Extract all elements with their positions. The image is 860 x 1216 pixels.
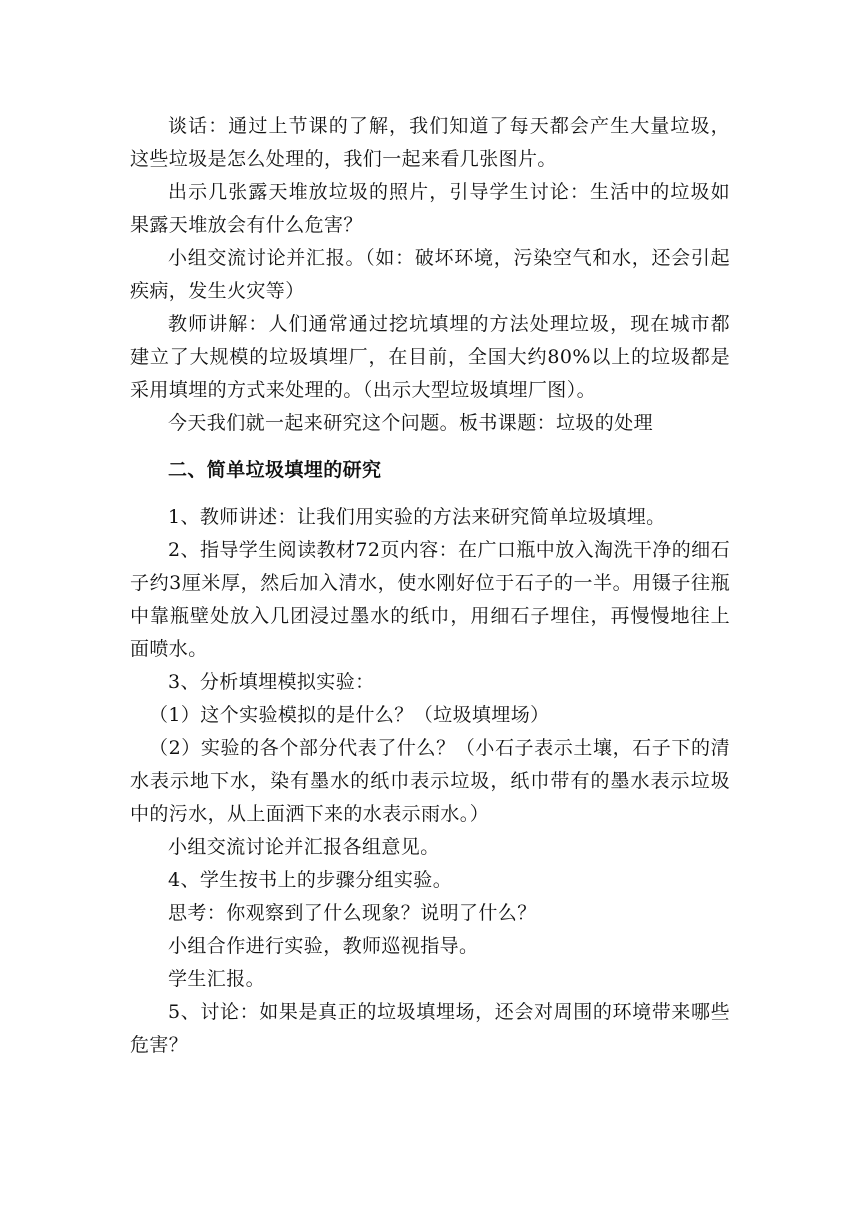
section-heading: 二、简单垃圾填埋的研究 [168,459,382,481]
paragraph-topic: 今天我们就一起来研究这个问题。板书课题：垃圾的处理 [168,412,654,434]
paragraph-group-opinions: 小组交流讨论并汇报各组意见。 [168,836,440,858]
paragraph-cooperate: 小组合作进行实验，教师巡视指导。 [168,935,479,957]
paragraph-group-report: 小组交流讨论并汇报。（如：破坏环境，污染空气和水，还会引起疾病，发生火灾等） [130,247,730,302]
sub-item-2: （2）实验的各个部分代表了什么？（小石子表示土壤，石子下的清水表示地下水，染有墨水的纸巾表示垃圾，纸巾带有的墨水表示垃圾中的污水，从上面洒下来的水表示雨水。） [130,737,730,825]
paragraph-talk: 谈话：通过上节课的了解，我们知道了每天都会产生大量垃圾，这些垃圾是怎么处理的，我们一起来看几张图片。 [130,115,730,170]
paragraph-step-3: 3、分析填埋模拟实验： [168,671,375,693]
paragraph-step-2: 2、指导学生阅读教材72页内容：在广口瓶中放入淘洗干净的细石子约3厘米厚，然后加入清水，使水刚好位于石子的一半。用镊子往瓶中靠瓶壁处放入几团浸过墨水的纸巾，用细石子埋住，再慢慢地往上面喷水。 [130,539,730,660]
paragraph-teacher-explain: 教师讲解：人们通常通过挖坑填埋的方法处理垃圾，现在城市都建立了大规模的垃圾填埋厂，在目前，全国大约80%以上的垃圾都是采用填埋的方式来处理的。（出示大型垃圾填埋厂图）。 [130,313,730,401]
paragraph-student-report: 学生汇报。 [168,968,266,990]
paragraph-step-1: 1、教师讲述：让我们用实验的方法来研究简单垃圾填埋。 [168,506,666,528]
paragraph-show-photos: 出示几张露天堆放垃圾的照片，引导学生讨论：生活中的垃圾如果露天堆放会有什么危害？ [130,181,730,236]
document-page [130,110,730,1062]
sub-item-1: （1）这个实验模拟的是什么？（垃圾填埋场） [149,704,550,726]
paragraph-step-5: 5、讨论：如果是真正的垃圾填埋场，还会对周围的环境带来哪些危害？ [130,1001,730,1056]
paragraph-think: 思考：你观察到了什么现象？说明了什么？ [168,902,537,924]
paragraph-step-4: 4、学生按书上的步骤分组实验。 [168,869,453,891]
